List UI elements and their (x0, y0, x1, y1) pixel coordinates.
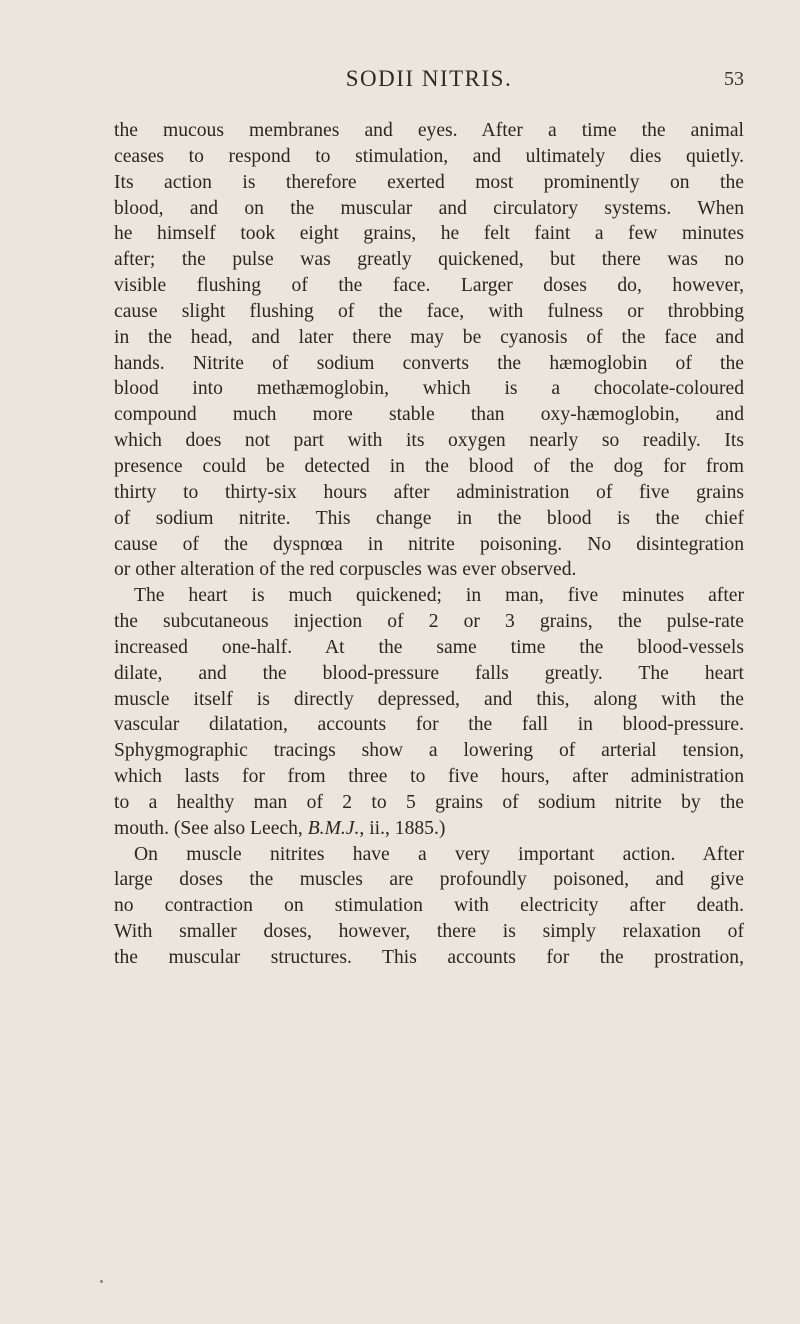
text-line: the muscular structures. This accounts for the prostration, (114, 947, 744, 968)
text-line: Its action is therefore exerted most prominently on the (114, 171, 744, 193)
citation-post: , ii., 1885.) (359, 817, 446, 839)
journal-abbrev: B.M.J. (307, 817, 360, 839)
text-line: muscle itself is directly depressed, and this, along with the (114, 688, 744, 710)
text-line: vascular dilatation, accounts for the fall in blood-pressure. (114, 714, 744, 736)
text-line: visible flushing of the face. Larger doses do, however, (114, 275, 744, 297)
text-line: compound much more stable than oxy-hæmoglobin, and (114, 404, 744, 426)
text-line: of sodium nitrite. This change in the blood is the chief (114, 507, 744, 529)
text-line: cause of the dyspnœa in nitrite poisoning. No disintegration (114, 533, 744, 555)
text-line: the mucous membranes and eyes. After a time the animal (114, 120, 744, 141)
text-line: to a healthy man of 2 to 5 grains of sodium nitrite by the (114, 791, 744, 813)
text-line: ceases to respond to stimulation, and ultimately dies quietly. (114, 145, 744, 167)
text-line: presence could be detected in the blood of the dog for from (114, 455, 744, 477)
text-line: blood into methæmoglobin, which is a chocolate-coloured (114, 378, 744, 400)
text-line: The heart is much quickened; in man, five minutes after (134, 585, 744, 607)
page-number: 53 (724, 68, 744, 90)
text-line: Sphygmographic tracings show a lowering of arterial tension, (114, 740, 744, 762)
text-line: blood, and on the muscular and circulatory systems. When (114, 197, 744, 219)
text-line: which does not part with its oxygen nearly so readily. Its (114, 430, 744, 452)
text-line: in the head, and later there may be cyanosis of the face and (114, 326, 744, 348)
text-line: the subcutaneous injection of 2 or 3 grains, the pulse-rate (114, 611, 744, 633)
text-line: With smaller doses, however, there is simply relaxation of (114, 921, 744, 943)
text-line: On muscle nitrites have a very important action. After (134, 843, 744, 865)
text-line: dilate, and the blood-pressure falls greatly. The heart (114, 662, 744, 684)
text-line: or other alteration of the red corpuscles was ever observed. (114, 559, 577, 581)
text-line: no contraction on stimulation with electricity after death. (114, 895, 744, 917)
body-text (114, 118, 744, 971)
text-line: thirty to thirty-six hours after administration of five grains (114, 481, 744, 503)
text-line: which lasts for from three to five hours, after administration (114, 766, 744, 788)
citation-pre: mouth. (See also Leech, (114, 817, 308, 839)
text-line: after; the pulse was greatly quickened, but there was no (114, 249, 744, 271)
paper-speck (100, 1280, 103, 1283)
text-line: he himself took eight grains, he felt faint a few minutes (114, 223, 744, 245)
running-head (114, 66, 744, 96)
text-line: cause slight flushing of the face, with fulness or throbbing (114, 300, 744, 322)
page-title: SODII NITRIS. (345, 66, 513, 91)
text-line: increased one-half. At the same time the blood-vessels (114, 636, 744, 658)
text-line: large doses the muscles are profoundly poisoned, and give (114, 869, 744, 891)
text-line-citation (114, 816, 744, 842)
text-line: hands. Nitrite of sodium converts the hæmoglobin of the (114, 352, 744, 374)
